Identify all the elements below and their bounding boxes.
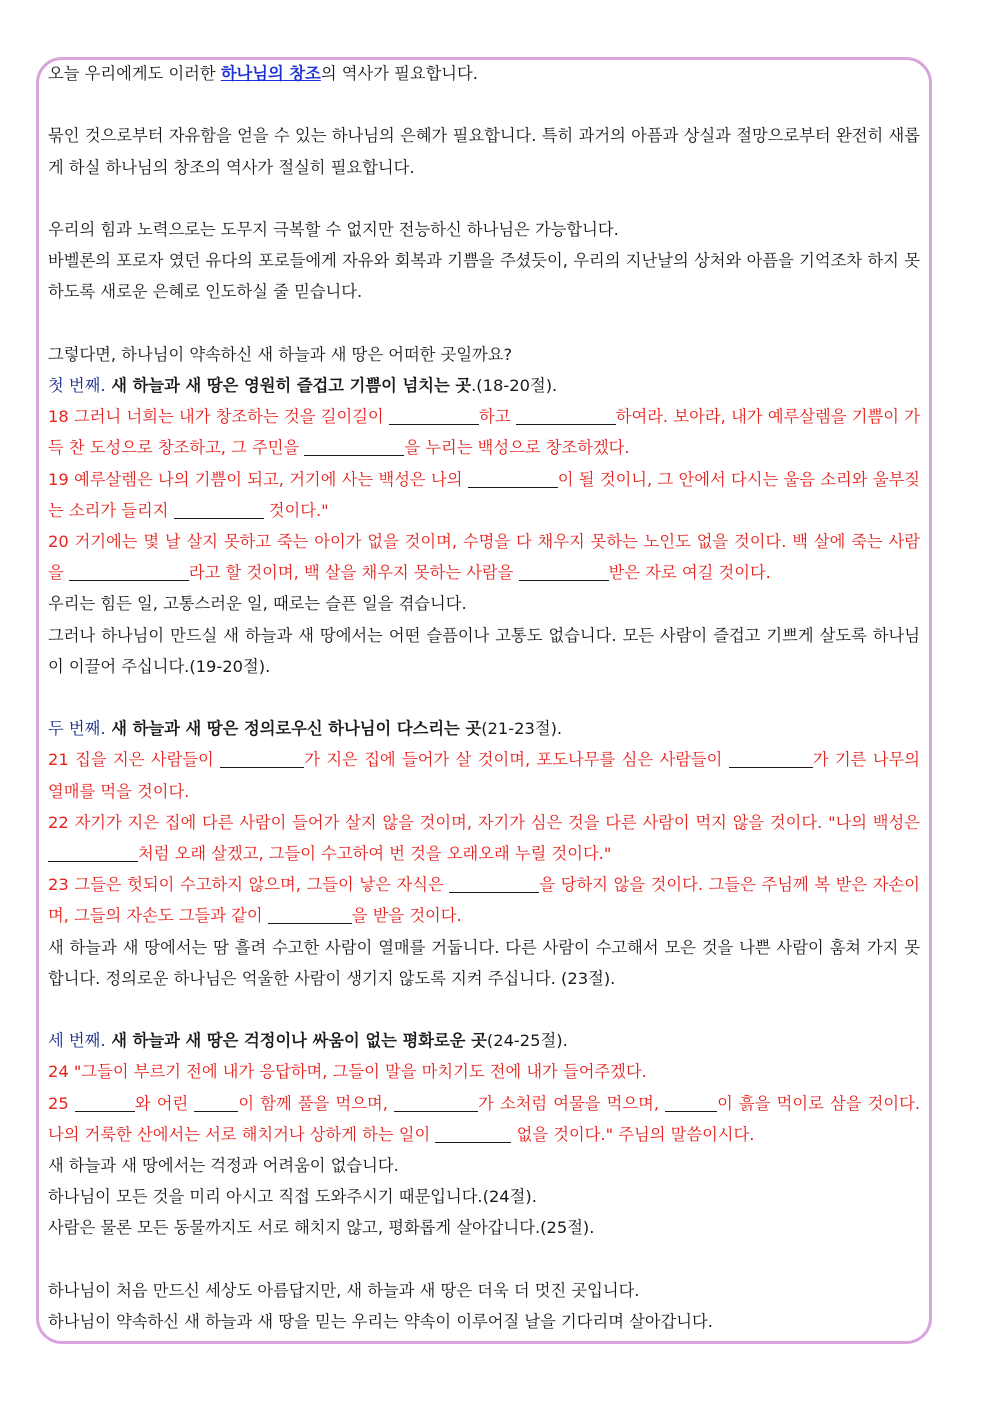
fill-blank[interactable] xyxy=(69,564,189,581)
fill-blank[interactable] xyxy=(194,1094,238,1111)
fill-blank[interactable] xyxy=(389,408,479,425)
fill-blank[interactable] xyxy=(75,1094,135,1111)
fill-blank[interactable] xyxy=(449,876,539,893)
section3-comment: 하나님이 모든 것을 미리 아시고 직접 도와주시기 때문입니다.(24절). xyxy=(48,1187,537,1207)
verse-24: 24 "그들이 부르기 전에 내가 응답하며, 그들이 말을 마치기도 전에 내가 들어주겠다. xyxy=(48,1062,647,1082)
section-title: 새 하늘과 새 땅은 영원히 즐겁고 기쁨이 넘치는 곳 xyxy=(105,375,472,395)
section3-comment: 사람은 물론 모든 동물까지도 서로 해치지 않고, 평화롭게 살아갑니다.(25절). xyxy=(48,1218,595,1238)
verse-20: 20 거기에는 몇 날 살지 못하고 죽는 아이가 없을 것이며, 수명을 다 채우지 못하는 노인도 없을 것이다. 백 살에 죽는 사람을 라고 할 것이며, 백 살을 채우지 못하는 사람을 받은 자로 여길 것이다. xyxy=(48,532,920,583)
verse-21: 21 집을 지은 사람들이 가 지은 집에 들어가 살 것이며, 포도나무를 심은 사람들이 가 기른 나무의 열매를 먹을 것이다. xyxy=(48,750,921,801)
verse-25: 25 와 어린 이 함께 풀을 먹으며, 가 소처럼 여물을 먹으며, 이 흙을 먹이로 삼을 것이다. 나의 거룩한 산에서는 서로 해치거나 상하게 하는 일이 없을 것이다." 주님의 말씀이시다. xyxy=(48,1093,921,1144)
section1-heading xyxy=(48,370,920,401)
section-label: 두 번째. xyxy=(48,719,106,739)
section-ref: (21-23절). xyxy=(481,719,563,739)
fill-blank[interactable] xyxy=(519,564,609,581)
section1-comment: 우리는 힘든 일, 고통스러운 일, 때로는 슬픈 일을 겪습니다. xyxy=(48,594,467,614)
section2-heading xyxy=(48,713,920,744)
intro-paragraph-freedom: 묶인 것으로부터 자유함을 얻을 수 있는 하나님의 은혜가 필요합니다. 특히 과거의 아픔과 상실과 절망으로부터 완전히 새롭게 하실 하나님의 창조의 역사가 절실히 필요합니다. xyxy=(48,126,920,177)
verse-19: 19 예루살렘은 나의 기쁨이 되고, 거기에 사는 백성은 나의 이 될 것이니, 그 안에서 다시는 울음 소리와 울부짖는 소리가 들리지 것이다." xyxy=(48,469,921,520)
section1-comment: 그러나 하나님이 만드실 새 하늘과 새 땅에서는 어떤 슬픔이나 고통도 없습니다. 모든 사람이 즐겁고 기쁘게 살도록 하나님이 이끌어 주십니다.(19-20절). xyxy=(48,625,920,676)
worksheet-content xyxy=(48,58,920,1337)
closing-line: 하나님이 약속하신 새 하늘과 새 땅을 믿는 우리는 약속이 이루어질 날을 기다리며 살아갑니다. xyxy=(48,1312,713,1332)
highlight-phrase: 하나님의 창조 xyxy=(220,64,321,83)
closing-line: 하나님이 처음 만드신 세상도 아름답지만, 새 하늘과 새 땅은 더욱 더 멋진 곳입니다. xyxy=(48,1280,640,1300)
section-title: 새 하늘과 새 땅은 정의로우신 하나님이 다스리는 곳 xyxy=(105,719,482,739)
fill-blank[interactable] xyxy=(468,470,558,487)
fill-blank[interactable] xyxy=(220,751,304,768)
section-title: 새 하늘과 새 땅은 걱정이나 싸움이 없는 평화로운 곳 xyxy=(105,1031,487,1051)
fill-blank[interactable] xyxy=(435,1125,511,1142)
intro-line: 오늘 우리에게도 이러한 하나님의 창조의 역사가 필요합니다. xyxy=(48,64,478,83)
fill-blank[interactable] xyxy=(729,751,813,768)
section-ref: .(18-20절). xyxy=(471,375,558,395)
section3-heading xyxy=(48,1025,920,1056)
section2-comment: 새 하늘과 새 땅에서는 땀 흘려 수고한 사람이 열매를 거둡니다. 다른 사람이 수고해서 모은 것을 나쁜 사람이 훔쳐 가지 못합니다. 정의로운 하나님은 억울한 사람이 생기지 않도록 지켜 주십니다. (23절). xyxy=(48,937,920,988)
fill-blank[interactable] xyxy=(394,1094,478,1111)
intro-paragraph-power: 우리의 힘과 노력으로는 도무지 극복할 수 없지만 전능하신 하나님은 가능합니다. xyxy=(48,219,619,239)
verse-22: 22 자기가 지은 집에 다른 사람이 들어가 살지 않을 것이며, 자기가 심은 것을 다른 사람이 먹지 않을 것이다. "나의 백성은 처럼 오래 살겠고, 그들이 수고하여 번 것을 오래오래 누릴 것이다." xyxy=(48,812,920,864)
section-label: 세 번째. xyxy=(48,1031,106,1051)
fill-blank[interactable] xyxy=(304,439,404,456)
fill-blank[interactable] xyxy=(48,845,138,862)
intro-paragraph-babylon: 바벨론의 포로자 였던 유다의 포로들에게 자유와 회복과 기쁨을 주셨듯이, 우리의 지난날의 상처와 아픔을 기억조차 하지 못하도록 새로운 은혜로 인도하실 줄 믿습니다. xyxy=(48,251,920,302)
fill-blank[interactable] xyxy=(174,501,264,518)
question-line: 그렇다면, 하나님이 약속하신 새 하늘과 새 땅은 어떠한 곳일까요? xyxy=(48,344,513,364)
fill-blank[interactable] xyxy=(516,408,616,425)
verse-23: 23 그들은 헛되이 수고하지 않으며, 그들이 낳은 자식은 을 당하지 않을 것이다. 그들은 주님께 복 받은 자손이며, 그들의 자손도 그들과 같이 을 받을 것이다. xyxy=(48,875,920,926)
section3-comment: 새 하늘과 새 땅에서는 걱정과 어려움이 없습니다. xyxy=(48,1156,399,1176)
fill-blank[interactable] xyxy=(665,1094,717,1111)
section-label: 첫 번째. xyxy=(48,375,106,395)
verse-18: 18 그러니 너희는 내가 창조하는 것을 길이길이 하고 하여라. 보아라, 내가 예루살렘을 기쁨이 가득 찬 도성으로 창조하고, 그 주민을 을 누리는 백성으로 창조하겠다. xyxy=(48,407,920,458)
section-ref: (24-25절). xyxy=(486,1031,568,1051)
fill-blank[interactable] xyxy=(268,907,352,924)
